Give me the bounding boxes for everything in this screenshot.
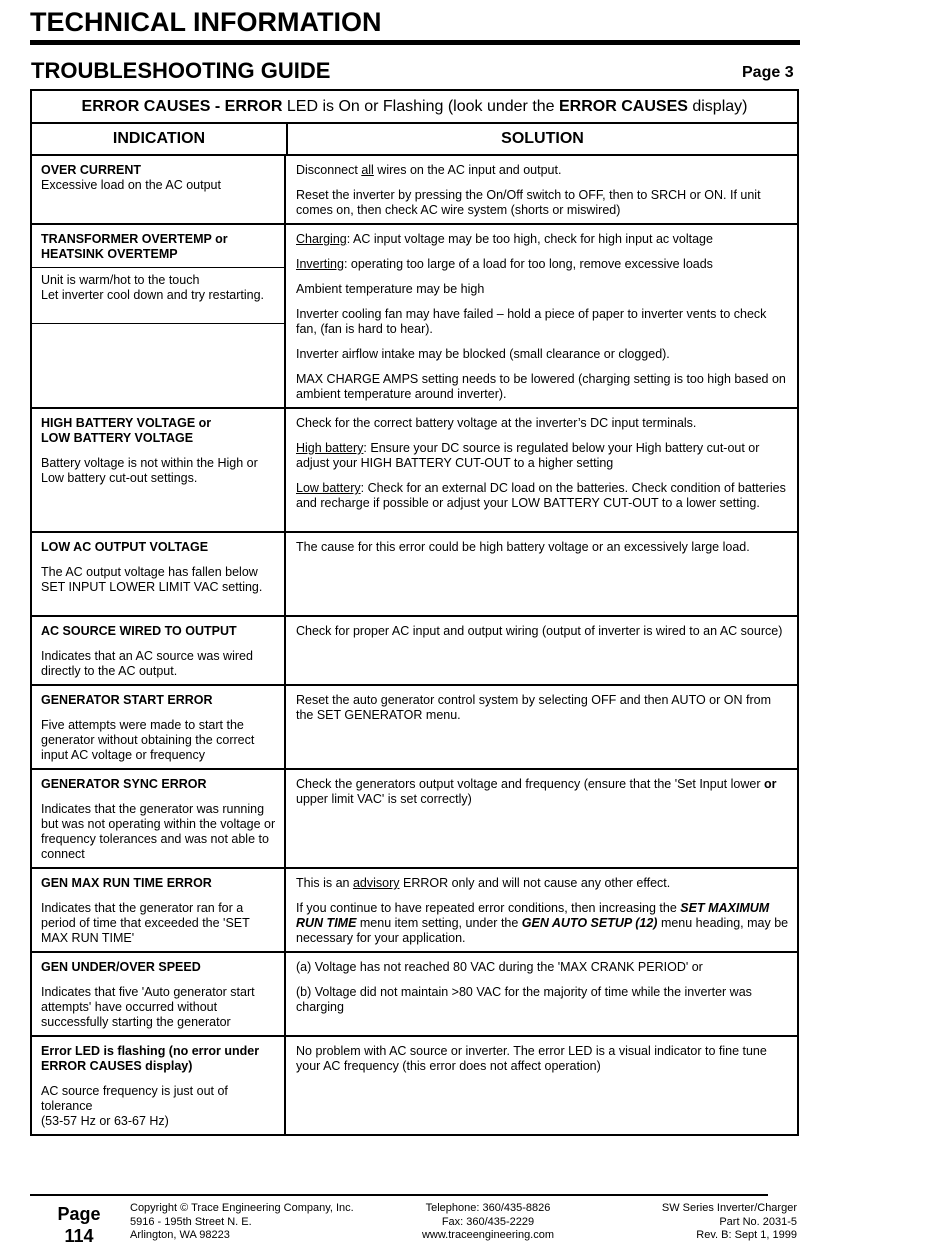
indication-cell — [32, 869, 286, 951]
footer-product: SW Series Inverter/Charger Part No. 2031-5 Rev. B: Sept 1, 1999 — [661, 1202, 797, 1241]
page-header-title: TECHNICAL INFORMATION — [30, 7, 382, 37]
footer-page-number: Page 114 — [57, 1204, 101, 1246]
column-headers — [32, 124, 797, 156]
column-header-indication: INDICATION — [32, 124, 288, 154]
indication-cell — [32, 533, 286, 615]
solution-text: Low battery: Check for an external DC load on the batteries. Check condition of batteries and recharge if possible or adjust your LOW BATTERY CUT-OUT to a lower setting. — [296, 481, 786, 510]
table-row — [32, 409, 797, 533]
solution-text: (b) Voltage did not maintain >80 VAC for the majority of time while the inverter was charging — [296, 985, 752, 1014]
indication-empty — [32, 324, 284, 407]
footer-copyright: Copyright © Trace Engineering Company, Inc. 5916 - 195th Street N. E. Arlington, WA 98223 — [130, 1202, 354, 1241]
solution-cell — [286, 409, 797, 531]
solution-text: Reset the auto generator control system by selecting OFF and then AUTO or ON from the SET GENERATOR menu. — [296, 693, 771, 722]
troubleshooting-table — [30, 89, 799, 1136]
indication-title: LOW AC OUTPUT VOLTAGE — [41, 540, 209, 554]
indication-desc: Unit is warm/hot to the touch Let inverter cool down and try restarting. — [32, 268, 284, 324]
solution-text: High battery: Ensure your DC source is regulated below your High battery cut-out or adjust your HIGH BATTERY CUT-OUT to a higher setting — [296, 441, 760, 470]
solution-text: Inverter airflow intake may be blocked (small clearance or clogged). — [296, 347, 670, 361]
solution-text: Check the generators output voltage and frequency (ensure that the 'Set Input lower or upper limit VAC' is set correctly) — [296, 777, 777, 806]
indication-title: AC SOURCE WIRED TO OUTPUT — [41, 624, 237, 638]
indication-title: OVER CURRENT — [41, 163, 142, 177]
solution-cell — [286, 156, 797, 223]
solution-cell — [286, 770, 797, 867]
indication-cell — [32, 617, 286, 684]
footer-contact: Telephone: 360/435-8826 Fax: 360/435-2229 www.traceengineering.com — [421, 1202, 555, 1241]
indication-title: HIGH BATTERY VOLTAGE or — [41, 416, 212, 430]
indication-title: GENERATOR START ERROR — [41, 693, 213, 707]
table-row — [32, 686, 797, 770]
banner-text-2: display) — [687, 98, 748, 115]
solution-cell — [286, 869, 797, 951]
page-label: Page 3 — [742, 64, 794, 81]
solution-text: MAX CHARGE AMPS setting needs to be lowered (charging setting is too high based on ambient temperature around inverter). — [296, 372, 786, 401]
indication-title: LOW BATTERY VOLTAGE — [41, 431, 194, 445]
solution-text: Inverter cooling fan may have failed – hold a piece of paper to inverter vents to check fan, (fan is hard to hear). — [296, 307, 767, 336]
table-row — [32, 1037, 797, 1134]
solution-cell — [286, 225, 797, 407]
banner-bold-2: ERROR CAUSES — [559, 98, 688, 115]
table-row — [32, 533, 797, 617]
indication-desc: Battery voltage is not within the High or Low battery cut-out settings. — [41, 456, 258, 485]
table-row — [32, 953, 797, 1037]
indication-cell — [32, 770, 286, 867]
indication-title: GENERATOR SYNC ERROR — [41, 777, 207, 791]
indication-title: GEN UNDER/OVER SPEED — [41, 960, 201, 974]
solution-text: Check for proper AC input and output wiring (output of inverter is wired to an AC source) — [296, 624, 783, 638]
indication-title: GEN MAX RUN TIME ERROR — [41, 876, 212, 890]
footer-rule — [30, 1194, 768, 1196]
indication-desc: Indicates that the generator ran for a period of time that exceeded the 'SET MAX RUN TIME' — [41, 901, 250, 945]
solution-cell — [286, 953, 797, 1035]
solution-cell — [286, 1037, 797, 1134]
solution-text: The cause for this error could be high battery voltage or an excessively large load. — [296, 540, 750, 554]
indication-cell — [32, 225, 286, 407]
indication-desc: The AC output voltage has fallen below SET INPUT LOWER LIMIT VAC setting. — [41, 565, 263, 594]
solution-text: Reset the inverter by pressing the On/Off switch to OFF, then to SRCH or ON. If unit comes on, then check AC wire system (shorts or miswired) — [296, 188, 761, 217]
indication-desc: Indicates that the generator was running but was not operating within the voltage or frequency tolerances and was not able to connect — [41, 802, 276, 861]
column-header-solution: SOLUTION — [501, 130, 584, 147]
indication-cell — [32, 1037, 286, 1134]
header-rule — [30, 40, 800, 45]
solution-text: (a) Voltage has not reached 80 VAC during the 'MAX CRANK PERIOD' or — [296, 960, 703, 974]
indication-desc: Indicates that an AC source was wired directly to the AC output. — [41, 649, 253, 678]
banner-bold-1: ERROR CAUSES - ERROR — [81, 98, 283, 115]
table-row — [32, 770, 797, 869]
solution-text: Inverting: operating too large of a load for too long, remove excessive loads — [296, 257, 713, 271]
table-banner — [32, 91, 797, 124]
solution-text: If you continue to have repeated error conditions, then increasing the SET MAXIMUM RUN TIME menu item setting, under the GEN AUTO SETUP (12) menu heading, may be necessary for your application. — [296, 901, 789, 945]
section-title: TROUBLESHOOTING GUIDE — [31, 58, 331, 83]
indication-cell — [32, 156, 286, 223]
table-row — [32, 156, 797, 225]
indication-cell — [32, 686, 286, 768]
solution-cell — [286, 533, 797, 615]
indication-cell — [32, 953, 286, 1035]
indication-desc: AC source frequency is just out of tolerance (53-57 Hz or 63-67 Hz) — [41, 1084, 228, 1128]
solution-text: No problem with AC source or inverter. The error LED is a visual indicator to fine tune your AC frequency (this error does not affect operation) — [296, 1044, 767, 1073]
table-row — [32, 225, 797, 409]
banner-text-1: LED is On or Flashing (look under the — [282, 98, 559, 115]
indication-title: Error LED is flashing (no error under ERROR CAUSES display) — [41, 1044, 260, 1073]
table-row — [32, 869, 797, 953]
solution-text: Charging: AC input voltage may be too high, check for high input ac voltage — [296, 232, 713, 246]
solution-text: Disconnect all wires on the AC input and output. — [296, 163, 562, 177]
solution-text: Check for the correct battery voltage at the inverter’s DC input terminals. — [296, 416, 697, 430]
solution-text: This is an advisory ERROR only and will not cause any other effect. — [296, 876, 671, 890]
indication-desc: Indicates that five 'Auto generator start attempts' have occurred without successfully starting the generator — [41, 985, 255, 1029]
solution-cell — [286, 617, 797, 684]
indication-desc: Excessive load on the AC output — [41, 178, 221, 192]
indication-cell — [32, 409, 286, 531]
solution-text: Ambient temperature may be high — [296, 282, 485, 296]
solution-cell — [286, 686, 797, 768]
table-row — [32, 617, 797, 686]
indication-title: TRANSFORMER OVERTEMP or HEATSINK OVERTEMP — [32, 225, 284, 268]
indication-desc: Five attempts were made to start the generator without obtaining the correct input AC voltage or frequency — [41, 718, 255, 762]
